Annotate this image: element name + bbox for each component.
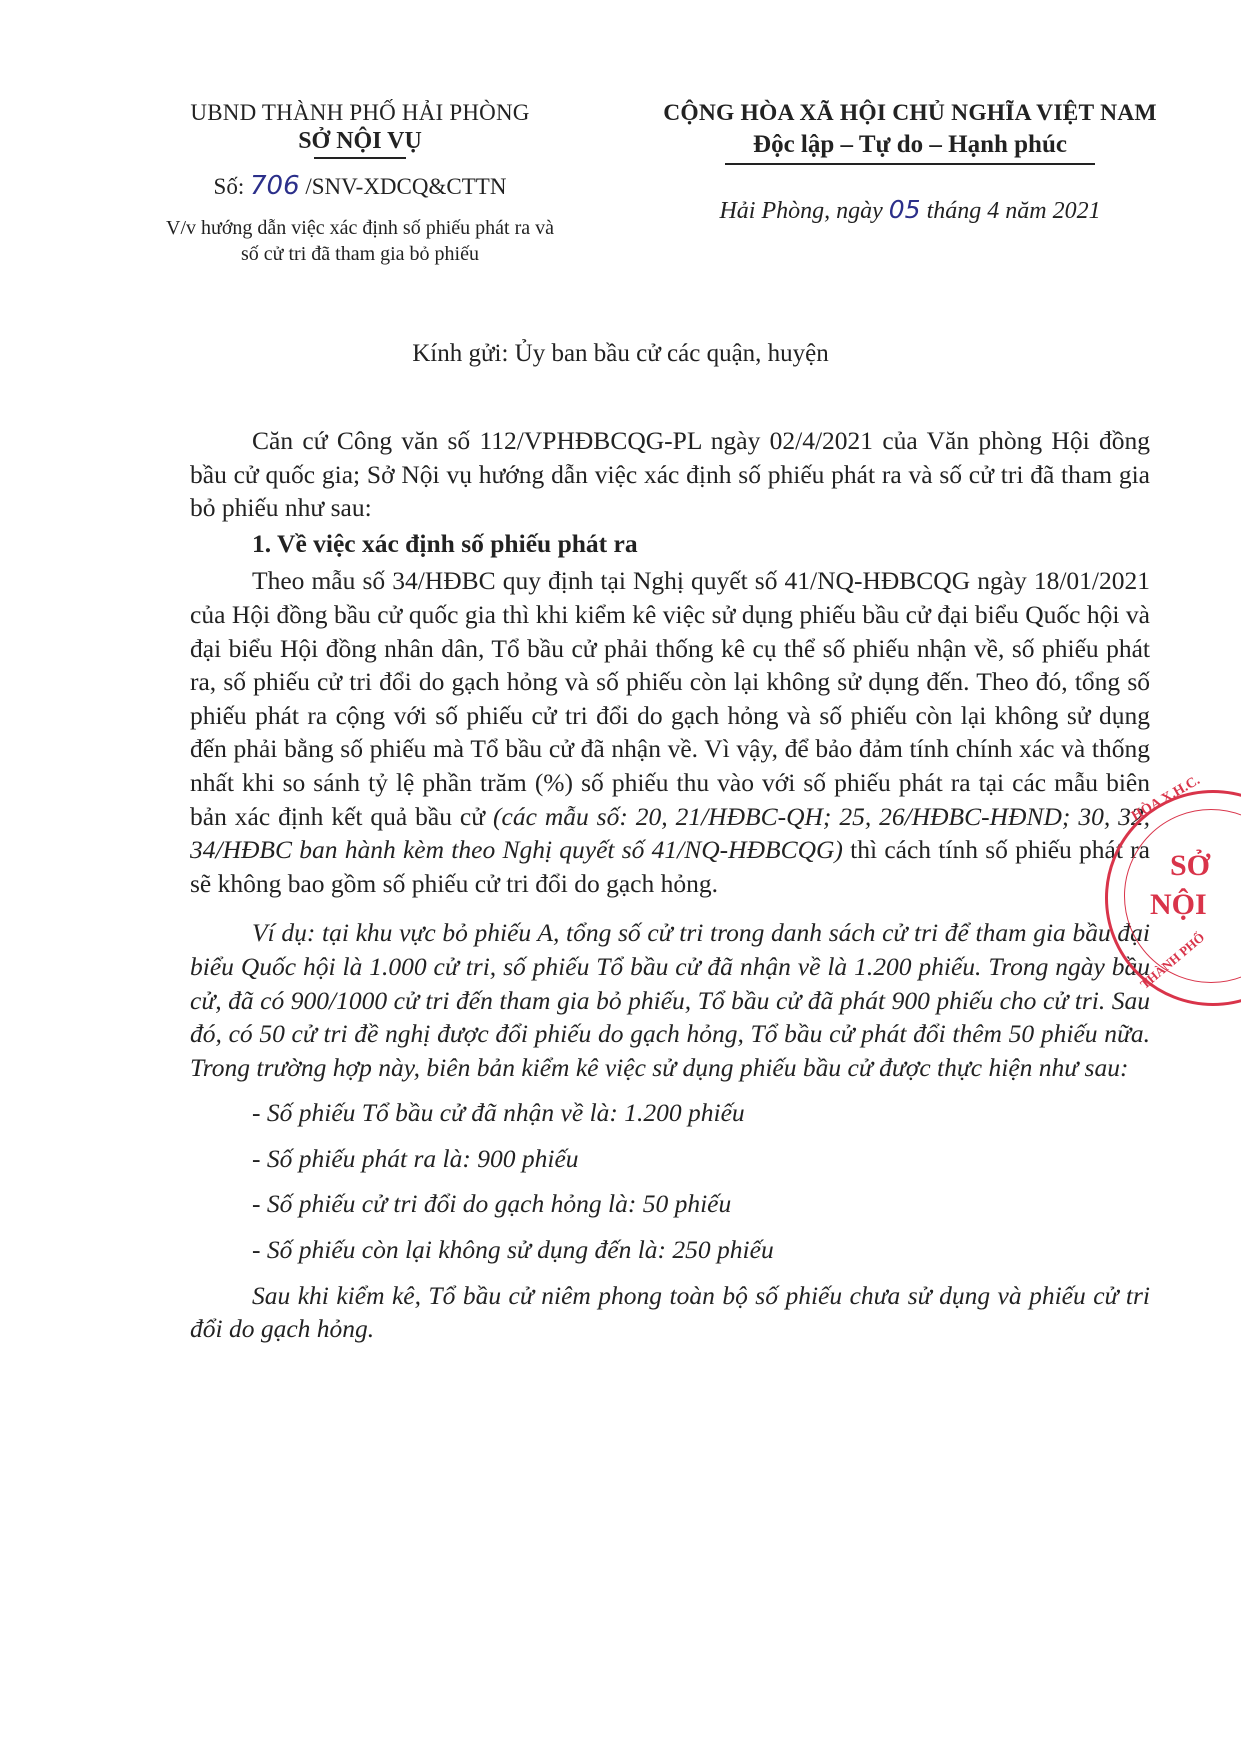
subject-line-2: số cử tri đã tham gia bỏ phiếu bbox=[240, 242, 479, 265]
section-1-text-b: thì cách tính số phiếu phát ra sẽ không bao gồm số phiếu cử tri đổi do gạch hỏng. bbox=[190, 835, 1150, 898]
document-body bbox=[190, 424, 1150, 1346]
date-prefix: Hải Phòng, ngày bbox=[719, 197, 883, 224]
example-paragraph: Ví dụ: tại khu vực bỏ phiếu A, tổng số cử tri trong danh sách cử tri để tham gia bầu đại biểu Quốc hội là 1.000 cử tri, số phiếu Tổ bầu cử đã nhận về là 1.200 phiếu. Trong ngày bầu cử, đã có 900/1000 cử tri đến tham gia bỏ phiếu, Tổ bầu cử đã phát 900 phiếu cho cử tri. Sau đó, có 50 cử tri đề nghị được đổi phiếu do gạch hỏng, Tổ bầu cử phát đổi thêm 50 phiếu nữa. Trong trường hợp này, biên bản kiểm kê việc sử dụng phiếu bầu cử được thực hiện như sau: bbox=[190, 918, 1150, 1082]
issuer-block bbox=[150, 100, 570, 267]
document-number bbox=[150, 171, 570, 201]
section-1-heading: 1. Về việc xác định số phiếu phát ra bbox=[252, 528, 638, 558]
doc-number-suffix: /SNV-XDCQ&CTTN bbox=[305, 173, 507, 199]
subject-line-1: V/v hướng dẫn việc xác định số phiếu phát ra và bbox=[166, 216, 554, 239]
document-date bbox=[640, 195, 1180, 225]
subject-line bbox=[150, 215, 570, 267]
national-motto: Độc lập – Tự do – Hạnh phúc bbox=[753, 131, 1067, 158]
section-1-paragraph bbox=[190, 564, 1150, 900]
department-underline bbox=[314, 157, 406, 159]
motto-underline bbox=[725, 163, 1095, 165]
date-suffix: tháng 4 năm 2021 bbox=[926, 197, 1101, 224]
nation-title: CỘNG HÒA XÃ HỘI CHỦ NGHĨA VIỆT NAM bbox=[663, 100, 1157, 126]
seal-line-1: SỞ bbox=[1170, 849, 1211, 882]
bullet-exchanged: - Số phiếu cử tri đổi do gạch hỏng là: 50 phiếu bbox=[252, 1189, 732, 1219]
bullet-received: - Số phiếu Tổ bầu cử đã nhận về là: 1.200 phiếu bbox=[252, 1098, 745, 1128]
issuing-department: SỞ NỘI VỤ bbox=[298, 128, 422, 154]
salutation: Kính gửi: Ủy ban bầu cử các quận, huyện bbox=[412, 340, 829, 367]
bullet-unused: - Số phiếu còn lại không sử dụng đến là: 250 phiếu bbox=[252, 1235, 774, 1265]
date-day-handwritten: 05 bbox=[888, 194, 921, 224]
seal-line-2: NỘI bbox=[1150, 888, 1207, 921]
bullet-issued: - Số phiếu phát ra là: 900 phiếu bbox=[252, 1143, 579, 1173]
section-1-text-a: Theo mẫu số 34/HĐBC quy định tại Nghị quyết số 41/NQ-HĐBCQG ngày 18/01/2021 của Hội đồng bầu cử quốc gia thì khi kiểm kê việc sử dụng phiếu bầu cử đại biểu Quốc hội và đại biểu Hội đồng nhân dân, Tổ bầu cử phải thống kê cụ thể số phiếu nhận về, số phiếu phát ra, số phiếu cử tri đổi do gạch hỏng và số phiếu còn lại không sử dụng đến. Theo đó, tổng số phiếu phát ra cộng với số phiếu cử tri đổi do gạch hỏng và số phiếu còn lại không sử dụng đến phải bằng số phiếu mà Tổ bầu cử đã nhận về. Vì vậy, để bảo đảm tính chính xác và thống nhất khi so sánh tỷ lệ phần trăm (%) số phiếu thu vào với số phiếu phát ra tại các mẫu biên bản xác định kết quả bầu cử bbox=[190, 566, 1150, 831]
intro-paragraph: Căn cứ Công văn số 112/VPHĐBCQG-PL ngày 02/4/2021 của Văn phòng Hội đồng bầu cử quốc gia; Sở Nội vụ hướng dẫn việc xác định số phiếu phát ra và số cử tri đã tham gia bỏ phiếu như sau: bbox=[190, 426, 1150, 523]
national-header bbox=[640, 100, 1180, 225]
seal-bottom-ring-text: THÀNH PHỐ bbox=[1137, 929, 1208, 992]
seal-top-ring-text: HÒA X.H.C. bbox=[1129, 773, 1203, 825]
doc-number-prefix: Số: bbox=[213, 173, 245, 199]
closing-paragraph: Sau khi kiểm kê, Tổ bầu cử niêm phong toàn bộ số phiếu chưa sử dụng và phiếu cử tri đổi do gạch hỏng. bbox=[190, 1280, 1150, 1344]
section-1-italic-ref: (các mẫu số: 20, 21/HĐBC-QH; 25, 26/HĐBC-HĐND; 30, 32, 34/HĐBC ban hành kèm theo Nghị quyết số 41/NQ-HĐBCQG) bbox=[190, 801, 1151, 865]
doc-number-handwritten: 706 bbox=[249, 170, 300, 201]
issuing-organization: UBND THÀNH PHỐ HẢI PHÒNG bbox=[190, 100, 530, 125]
